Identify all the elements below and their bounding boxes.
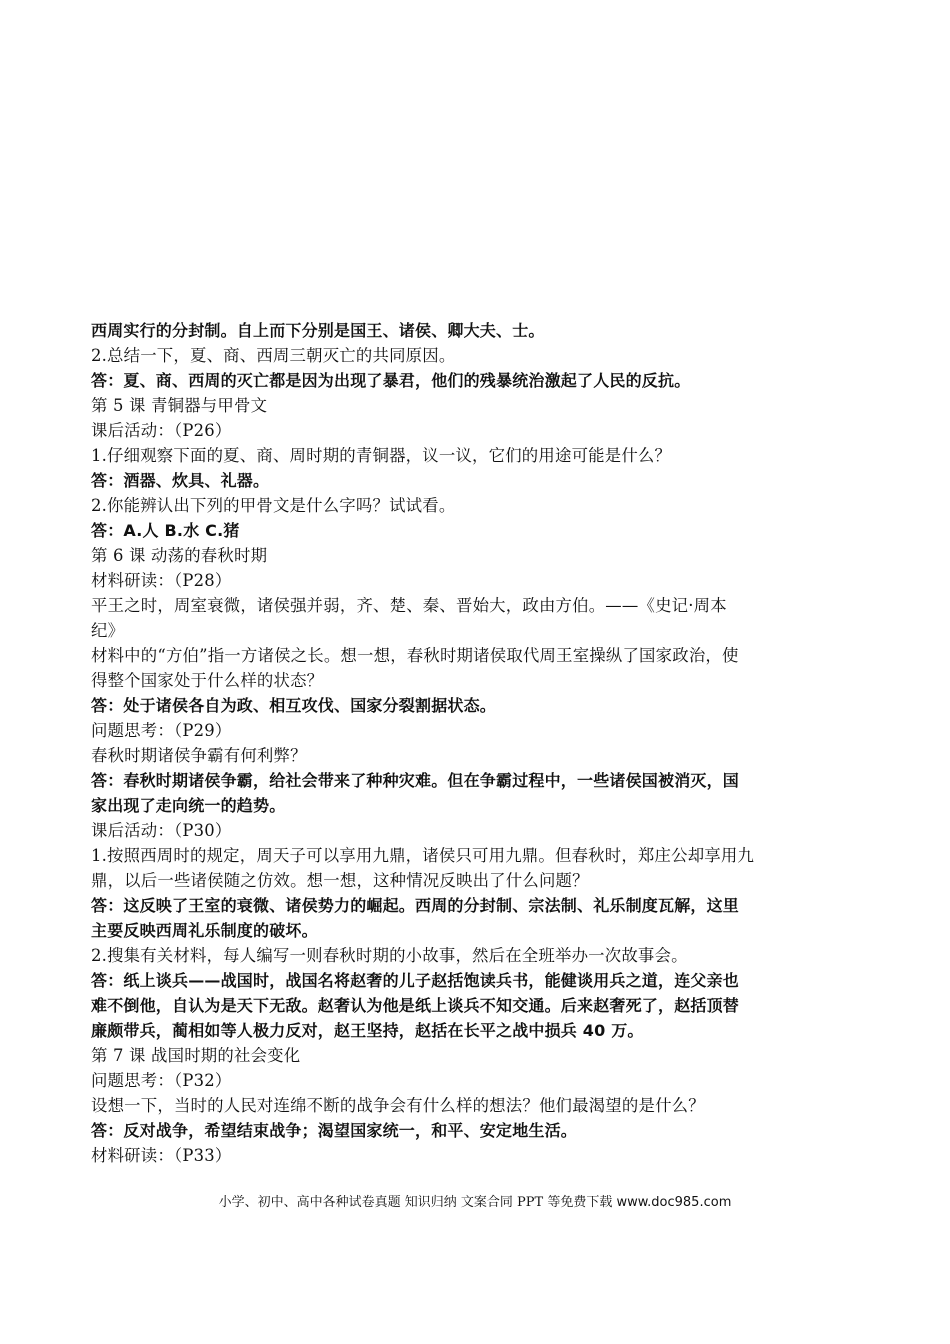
answer-line: 答：纸上谈兵——战国时，战国名将赵奢的儿子赵括饱读兵书，能健谈用兵之道，连父亲也 — [91, 971, 740, 990]
text-line: 问题思考：（P29） — [91, 721, 232, 740]
text-line: 课后活动：（P26） — [91, 421, 232, 440]
answer-line: 廉颇带兵，蔺相如等人极力反对，赵王坚持，赵括在长平之战中损兵 40 万。 — [91, 1021, 644, 1040]
text-line: 设想一下，当时的人民对连绵不断的战争会有什么样的想法？他们最渴望的是什么？ — [91, 1096, 705, 1115]
answer-line: 答：春秋时期诸侯争霸，给社会带来了种种灾难。但在争霸过程中，一些诸侯国被消灭，国 — [91, 771, 740, 790]
document-body — [91, 318, 866, 1168]
answer-line: 答：处于诸侯各自为政、相互攻伐、国家分裂割据状态。 — [91, 696, 497, 715]
answer-line: 答：反对战争，希望结束战争；渴望国家统一，和平、安定地生活。 — [91, 1121, 578, 1140]
answer-line: 答：酒器、炊具、礼器。 — [91, 471, 270, 490]
text-line: 得整个国家处于什么样的状态？ — [91, 671, 324, 690]
text-line: 材料研读：（P33） — [91, 1146, 232, 1165]
text-line: 第 6 课 动荡的春秋时期 — [91, 546, 268, 565]
text-line: 第 5 课 青铜器与甲骨文 — [91, 396, 268, 415]
text-line: 1.按照西周时的规定，周天子可以享用九鼎，诸侯只可用九鼎。但春秋时，郑庄公却享用九 — [91, 846, 755, 865]
text-line: 课后活动：（P30） — [91, 821, 232, 840]
text-line: 2.总结一下，夏、商、西周三朝灭亡的共同原因。 — [91, 346, 456, 365]
answer-line: 难不倒他，自认为是天下无敌。赵奢认为他是纸上谈兵不知交通。后来赵奢死了，赵括顶替 — [91, 996, 740, 1015]
answer-line: 答：夏、商、西周的灭亡都是因为出现了暴君，他们的残暴统治激起了人民的反抗。 — [91, 371, 691, 390]
text-line: 2.搜集有关材料，每人编写一则春秋时期的小故事，然后在全班举办一次故事会。 — [91, 946, 688, 965]
text-line: 问题思考：（P32） — [91, 1071, 232, 1090]
answer-line: 答：A.人 B.水 C.猪 — [91, 521, 240, 540]
answer-line: 答：这反映了王室的衰微、诸侯势力的崛起。西周的分封制、宗法制、礼乐制度瓦解，这里 — [91, 896, 740, 915]
text-line: 鼎，以后一些诸侯随之仿效。想一想，这种情况反映出了什么问题？ — [91, 871, 589, 890]
page-footer — [0, 1191, 950, 1210]
answer-line: 西周实行的分封制。自上而下分别是国王、诸侯、卿大夫、士。 — [91, 321, 545, 340]
footer-url[interactable]: www.doc985.com — [616, 1195, 732, 1210]
text-line: 平王之时，周室衰微，诸侯强并弱，齐、楚、秦、晋始大，政由方伯。——《史记·周本 — [91, 596, 727, 615]
answer-line: 主要反映西周礼乐制度的破坏。 — [91, 921, 318, 940]
text-line: 2.你能辨认出下列的甲骨文是什么字吗？试试看。 — [91, 496, 456, 515]
text-line: 材料研读：（P28） — [91, 571, 232, 590]
text-line: 1.仔细观察下面的夏、商、周时期的青铜器，议一议，它们的用途可能是什么？ — [91, 446, 672, 465]
text-line: 春秋时期诸侯争霸有何利弊？ — [91, 746, 307, 765]
answer-line: 家出现了走向统一的趋势。 — [91, 796, 286, 815]
text-line: 纪》 — [91, 621, 125, 640]
text-line: 材料中的“方伯”指一方诸侯之长。想一想，春秋时期诸侯取代周王室操纵了国家政治，使 — [91, 646, 739, 665]
footer-text: 小学、初中、高中各种试卷真题 知识归纳 文案合同 PPT 等免费下载 — [218, 1195, 617, 1210]
text-line: 第 7 课 战国时期的社会变化 — [91, 1046, 301, 1065]
